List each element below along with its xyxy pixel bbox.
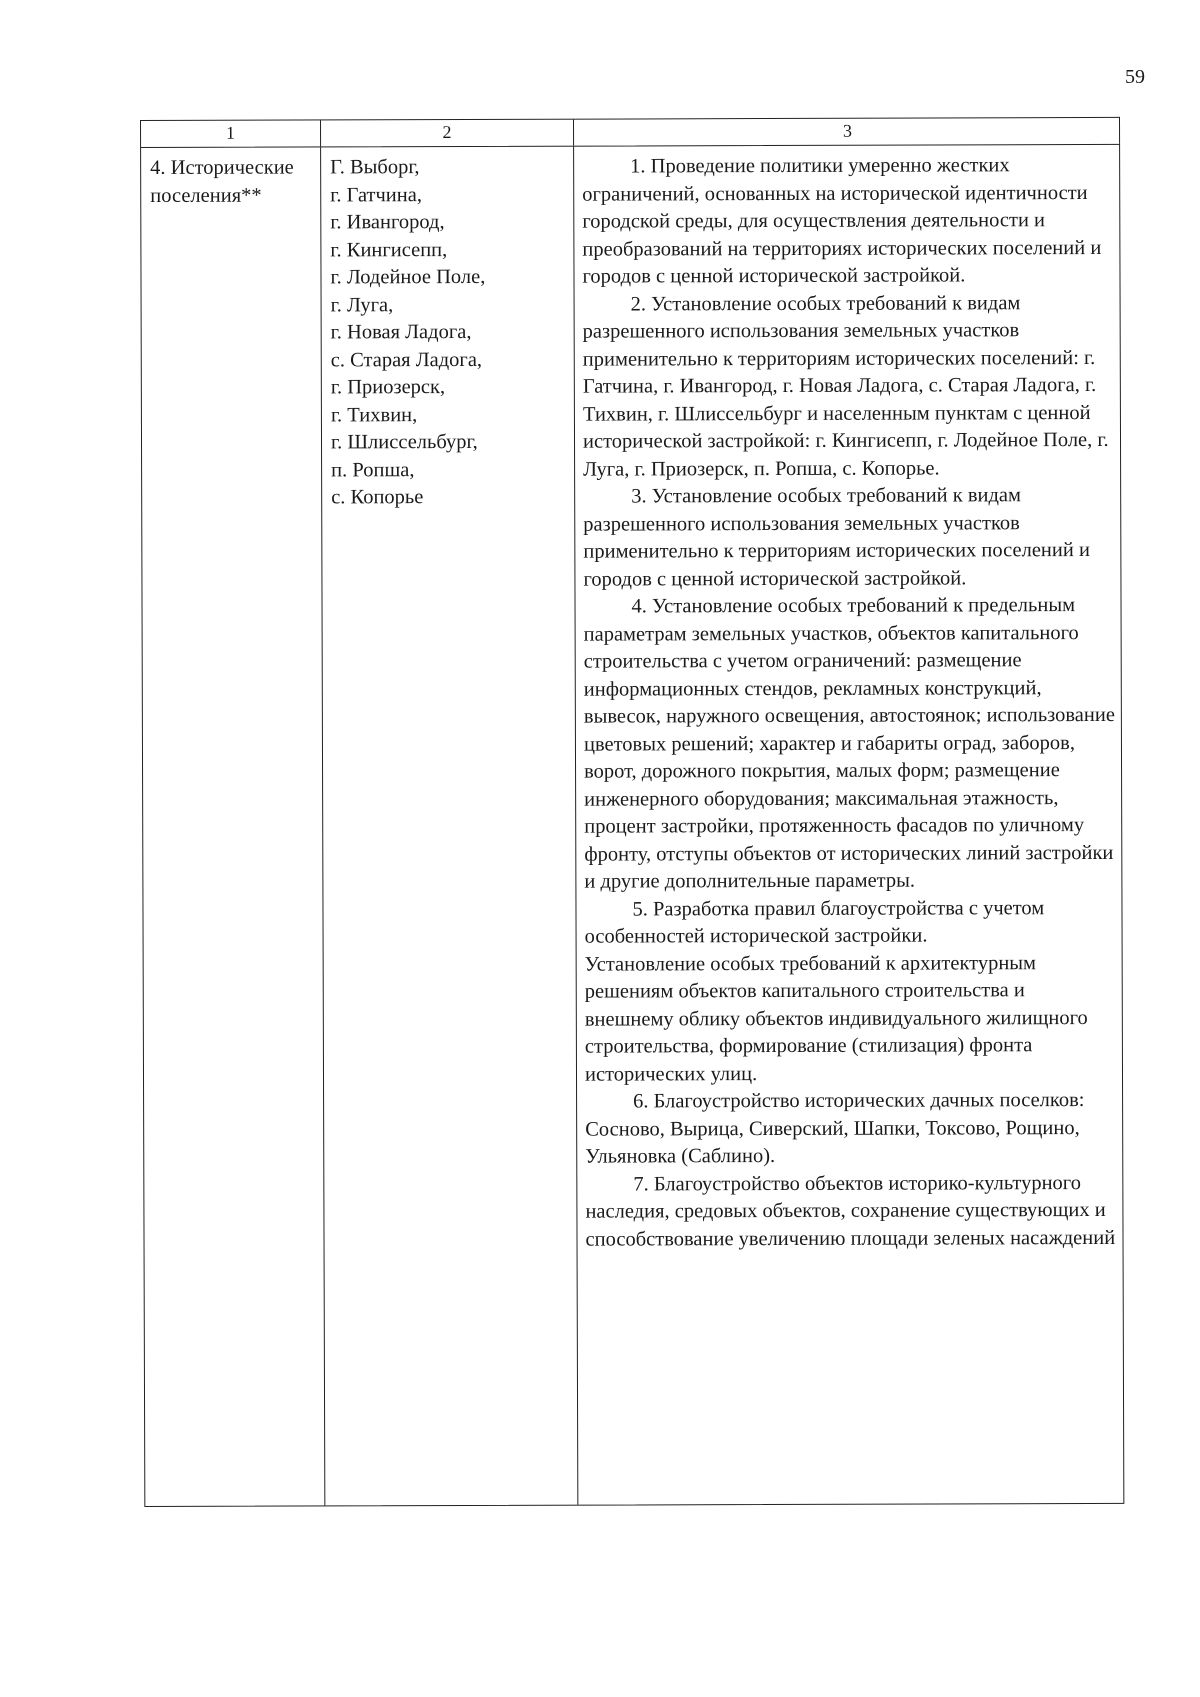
measure-paragraph: 1. Проведение политики умеренно жестких ограничений, основанных на исторической идентичности городской среды, для осуществления деятельности и преобразований на территориях исторических поселений и городов с ценной исторической застройкой.: [582, 154, 1102, 288]
column-header-3: 3: [843, 120, 853, 141]
settlement-item: с. Копорье: [331, 486, 424, 509]
settlement-item: г. Шлиссельбург,: [330, 430, 478, 454]
measure-paragraph: 7. Благоустройство объектов историко-культурного наследия, средовых объектов, сохранение существующих и способствование увеличению площади зеленых насаждений: [585, 1171, 1116, 1251]
measure-paragraph: 3. Установление особых требований к видам разрешенного использования земельных участков применительно к территориям исторических поселений и городов с ценной исторической застройкой.: [583, 484, 1090, 591]
settlements-cell: [321, 147, 578, 1506]
settlement-item: с. Старая Ладога,: [330, 348, 483, 371]
measure-paragraph: 2. Установление особых требований к видам разрешенного использования земельных участков применительно к территориям исторических поселений: г. Гатчина, г. Ивангород, г. Новая Ладога, с. Старая Ладога, г. Тихвин, г. Шлиссельбург и населенным пунктам с ценной исторической застройкой: г. Кингисепп, г. Лодейное Поле, г. Луга, г. Приозерск, п. Ропша, с. Копорье.: [582, 291, 1109, 481]
measure-paragraph: 5. Разработка правил благоустройства с учетом особенностей исторической застройки.: [584, 896, 1045, 948]
settlement-item: Г. Выборг,: [330, 156, 420, 179]
settlement-item: г. Тихвин,: [330, 403, 418, 426]
measure-paragraph: 4. Установление особых требований к предельным параметрам земельных участков, объектов капитального строительства с учетом ограничений: размещение информационных стендов, рекламных конструкций, вывесок, наружного освещения, автостоянок; использование цветовых решений; характер и габариты оград, заборов, ворот, дорожного покрытия, малых форм; размещение инженерного оборудования; максимальная этажность, процент застройки, протяженность фасадов по уличному фронту, отступы объектов от исторических линий застройки и другие дополнительные параметры.: [583, 594, 1115, 893]
settlement-item: г. Приозерск,: [330, 376, 446, 399]
measures-cell: [574, 145, 1125, 1505]
settlement-item: г. Луга,: [330, 293, 394, 316]
settlement-item: г. Ивангород,: [330, 211, 445, 234]
settlement-item: г. Лодейное Поле,: [330, 265, 486, 289]
settlement-item: г. Кингисепп,: [330, 238, 448, 261]
document-table: [140, 117, 1124, 1507]
measure-paragraph: 6. Благоустройство исторических дачных поселков: Сосново, Вырица, Сиверский, Шапки, Токсово, Рощино, Ульяновка (Саблино).: [585, 1089, 1085, 1168]
category-cell: 4. Исторические поселения**: [141, 147, 325, 1506]
column-header-1: 1: [141, 120, 321, 147]
table-header-row: [140, 117, 1120, 147]
measure-paragraph: Установление особых требований к архитектурным решениям объектов капитального строительства и внешнему облику объектов индивидуального жилищного строительства, формирование (стилизация) фронта исторических улиц.: [584, 951, 1088, 1086]
page-number: 59: [1125, 66, 1145, 88]
settlement-item: г. Гатчина,: [330, 183, 422, 206]
settlement-item: п. Ропша,: [331, 458, 415, 481]
settlement-item: г. Новая Ладога,: [330, 320, 472, 344]
table-row: [140, 144, 1124, 1507]
column-header-2: 2: [321, 120, 574, 147]
